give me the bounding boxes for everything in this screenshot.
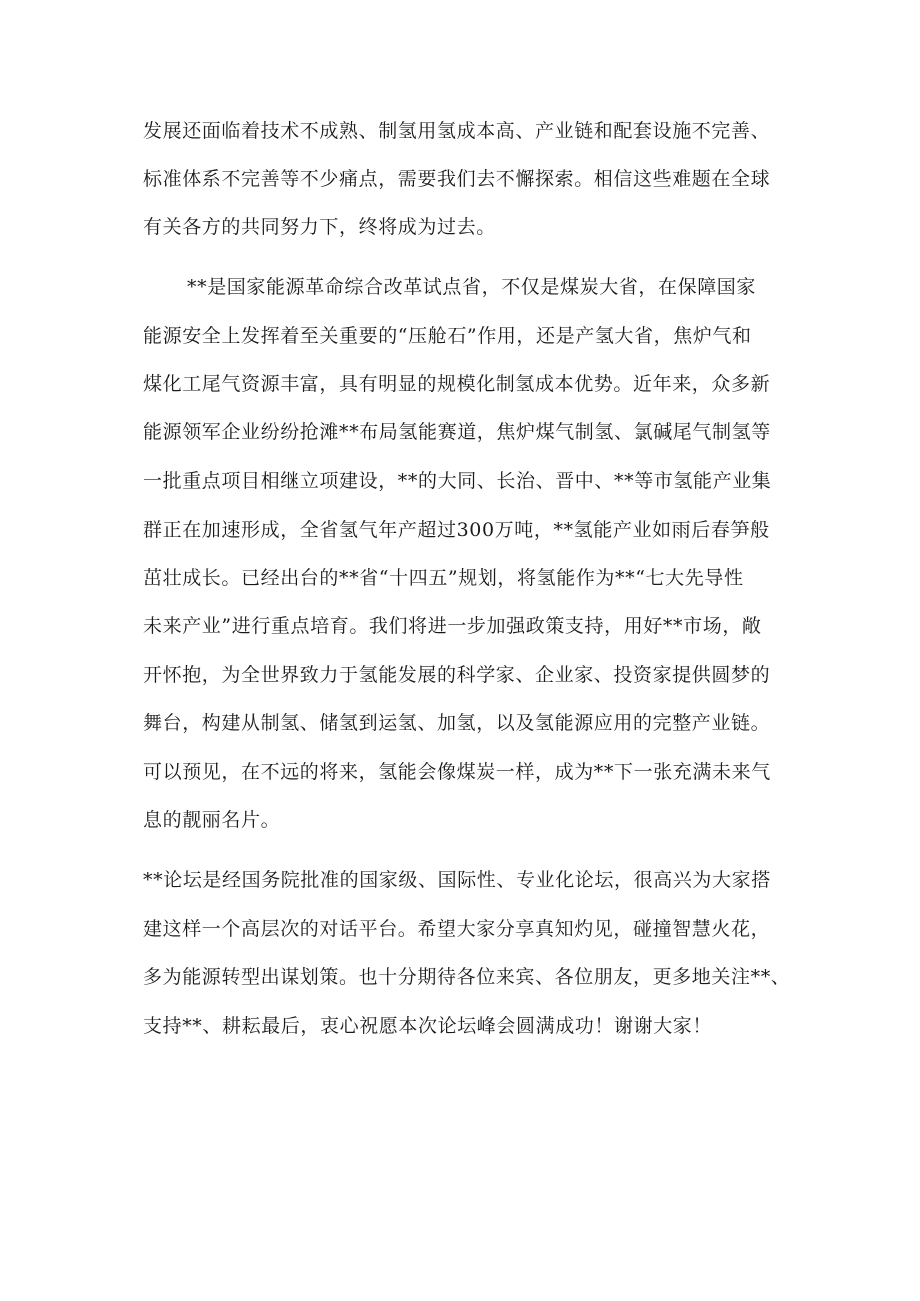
paragraph-2-line-4: 能源领军企业纷纷抢滩**布局氢能赛道，焦炉煤气制氢、氯碱尾气制氢等 [143, 421, 771, 443]
paragraph-1-line-1: 发展还面临着技术不成熟、制氢用氢成本高、产业链和配套设施不完善、 [143, 120, 771, 142]
paragraph-3-line-3: 多为能源转型出谋划策。也十分期待各位来宾、各位朋友，更多地关注**、 [143, 966, 791, 988]
paragraph-2-line-8: 未来产业”进行重点培育。我们将进一步加强政策支持，用好**市场，敞 [143, 615, 762, 637]
paragraph-2-line-7: 茁壮成长。已经出台的**省“十四五”规划，将氢能作为**“七大先导性 [143, 567, 744, 589]
paragraph-2-line-11: 可以预见，在不远的将来，氢能会像煤炭一样，成为**下一张充满未来气 [143, 761, 771, 783]
paragraph-2-line-2: 能源安全上发挥着至关重要的“压舱石”作用，还是产氢大省，焦炉气和 [143, 325, 752, 347]
paragraph-2-line-9: 开怀抱，为全世界致力于氢能发展的科学家、企业家、投资家提供圆梦的 [143, 664, 771, 686]
paragraph-3-line-2: 建这样一个高层次的对话平台。希望大家分享真知灼见，碰撞智慧火花， [143, 918, 771, 940]
paragraph-2-line-5: 一批重点项目相继立项建设，**的大同、长治、晋中、**等市氢能产业集 [143, 470, 772, 492]
paragraph-2-line-1: **是国家能源革命综合改革试点省，不仅是煤炭大省，在保障国家 [187, 276, 757, 298]
paragraph-1-line-3: 有关各方的共同努力下，终将成为过去。 [143, 216, 496, 238]
paragraph-2-line-10: 舞台，构建从制氢、储氢到运氢、加氢，以及氢能源应用的完整产业链。 [143, 712, 771, 734]
paragraph-2-line-3: 煤化工尾气资源丰富，具有明显的规模化制氢成本优势。近年来，众多新 [143, 373, 771, 395]
paragraph-3-line-1: **论坛是经国务院批准的国家级、国际性、专业化论坛，很高兴为大家搭 [143, 869, 771, 891]
paragraph-2-line-12: 息的靓丽名片。 [143, 809, 281, 831]
paragraph-1-line-2: 标准体系不完善等不少痛点，需要我们去不懈探索。相信这些难题在全球 [143, 168, 771, 190]
paragraph-2-line-6: 群正在加速形成，全省氢气年产超过300万吨，**氢能产业如雨后春笋般 [143, 519, 770, 541]
paragraph-3-line-4: 支持**、耕耘最后，衷心祝愿本次论坛峰会圆满成功！谢谢大家！ [143, 1015, 713, 1037]
